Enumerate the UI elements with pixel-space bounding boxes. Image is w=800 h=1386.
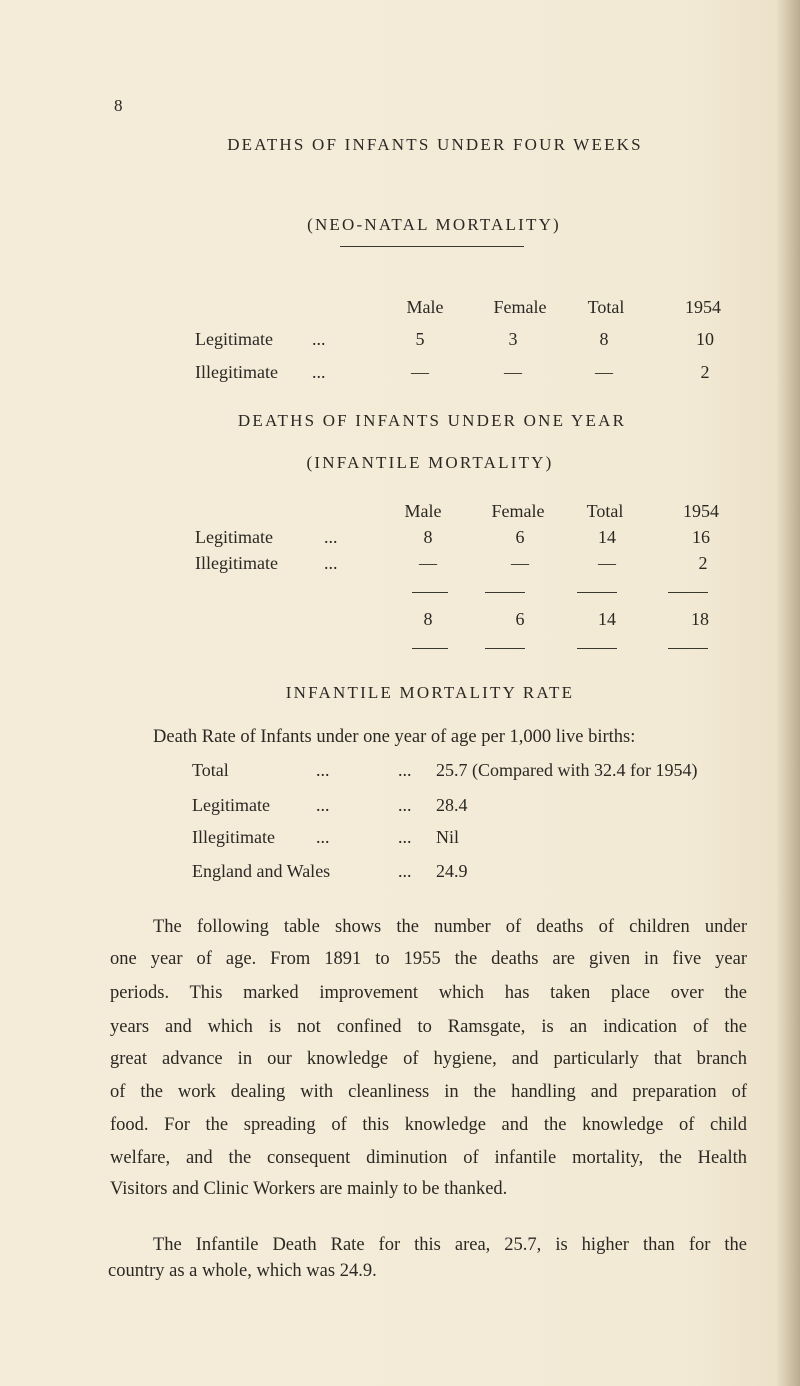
sum-rule bbox=[485, 648, 525, 649]
cell: — bbox=[504, 362, 522, 382]
cell: — bbox=[598, 553, 616, 573]
rate-label: Total bbox=[192, 760, 229, 780]
text-line: periods. This marked improvement which has taken place over the bbox=[110, 983, 747, 1003]
text-line: food. For the spreading of this knowledge and the knowledge of child bbox=[110, 1115, 747, 1135]
sum-rule bbox=[412, 648, 448, 649]
sum-rule bbox=[577, 648, 617, 649]
leader-dots: ... bbox=[316, 827, 330, 847]
rate-value: 25.7 (Compared with 32.4 for 1954) bbox=[436, 760, 698, 780]
text-line: of the work dealing with cleanliness in the handling and preparation of bbox=[110, 1082, 747, 1102]
section-title-rate: INFANTILE MORTALITY RATE bbox=[285, 683, 575, 702]
text-line: years and which is not confined to Ramsgate, is an indication of the bbox=[110, 1017, 747, 1037]
leader-dots: ... bbox=[398, 861, 412, 881]
column-header: 1954 bbox=[685, 297, 721, 317]
cell: 8 bbox=[599, 329, 609, 349]
cell: 2 bbox=[700, 362, 710, 382]
cell: — bbox=[511, 553, 529, 573]
total-cell: 14 bbox=[598, 609, 616, 629]
row-label: Legitimate bbox=[195, 527, 273, 547]
column-header: 1954 bbox=[683, 501, 719, 521]
section-subtitle-neonatal: (NEO-NATAL MORTALITY) bbox=[307, 215, 561, 234]
row-label: Illegitimate bbox=[195, 553, 278, 573]
section-title-infantile: DEATHS OF INFANTS UNDER ONE YEAR bbox=[237, 411, 627, 430]
row-label: Illegitimate bbox=[195, 362, 278, 382]
cell: 3 bbox=[508, 329, 518, 349]
rate-label: England and Wales bbox=[192, 861, 331, 881]
column-header: Total bbox=[587, 297, 625, 317]
rate-value: 24.9 bbox=[436, 861, 468, 881]
cell: 16 bbox=[692, 527, 710, 547]
leader-dots: ... bbox=[312, 362, 326, 382]
leader-dots: ... bbox=[316, 760, 330, 780]
cell: — bbox=[595, 362, 613, 382]
leader-dots: ... bbox=[398, 760, 412, 780]
sum-rule bbox=[668, 592, 708, 593]
text-line: great advance in our knowledge of hygiene, and particularly that branch bbox=[110, 1049, 747, 1069]
cell: 10 bbox=[696, 329, 714, 349]
cell: 8 bbox=[423, 527, 433, 547]
column-header: Male bbox=[404, 501, 442, 521]
rate-value: 28.4 bbox=[436, 795, 468, 815]
leader-dots: ... bbox=[324, 527, 338, 547]
leader-dots: ... bbox=[316, 795, 330, 815]
cell: 6 bbox=[515, 527, 525, 547]
page-number: 8 bbox=[114, 96, 123, 115]
rate-intro: Death Rate of Infants under one year of age per 1,000 live births: bbox=[153, 727, 636, 747]
total-cell: 6 bbox=[515, 609, 525, 629]
rate-label: Illegitimate bbox=[192, 827, 275, 847]
sum-rule bbox=[668, 648, 708, 649]
sum-rule bbox=[485, 592, 525, 593]
cell: — bbox=[419, 553, 437, 573]
leader-dots: ... bbox=[312, 329, 326, 349]
cell: — bbox=[411, 362, 429, 382]
total-cell: 8 bbox=[423, 609, 433, 629]
text-line: welfare, and the consequent diminution of infantile mortality, the Health bbox=[110, 1148, 747, 1168]
sum-rule bbox=[577, 592, 617, 593]
cell: 2 bbox=[698, 553, 708, 573]
section-title-neonatal: DEATHS OF INFANTS UNDER FOUR WEEKS bbox=[227, 135, 643, 154]
text-line: The Infantile Death Rate for this area, 25.7, is higher than for the bbox=[153, 1235, 747, 1255]
column-header: Total bbox=[586, 501, 624, 521]
text-line: Visitors and Clinic Workers are mainly to be thanked. bbox=[110, 1179, 508, 1199]
sum-rule bbox=[412, 592, 448, 593]
leader-dots: ... bbox=[398, 795, 412, 815]
column-header: Female bbox=[491, 501, 545, 521]
text-line: The following table shows the number of deaths of children under bbox=[153, 917, 747, 937]
divider bbox=[340, 246, 524, 247]
cell: 5 bbox=[415, 329, 425, 349]
text-line: one year of age. From 1891 to 1955 the deaths are given in five year bbox=[110, 949, 747, 969]
column-header: Male bbox=[406, 297, 444, 317]
row-label: Legitimate bbox=[195, 329, 273, 349]
section-subtitle-infantile: (INFANTILE MORTALITY) bbox=[306, 453, 554, 472]
leader-dots: ... bbox=[398, 827, 412, 847]
column-header: Female bbox=[493, 297, 547, 317]
text-line: country as a whole, which was 24.9. bbox=[108, 1261, 377, 1281]
leader-dots: ... bbox=[324, 553, 338, 573]
rate-label: Legitimate bbox=[192, 795, 270, 815]
total-cell: 18 bbox=[691, 609, 709, 629]
rate-value: Nil bbox=[436, 827, 460, 847]
cell: 14 bbox=[598, 527, 616, 547]
